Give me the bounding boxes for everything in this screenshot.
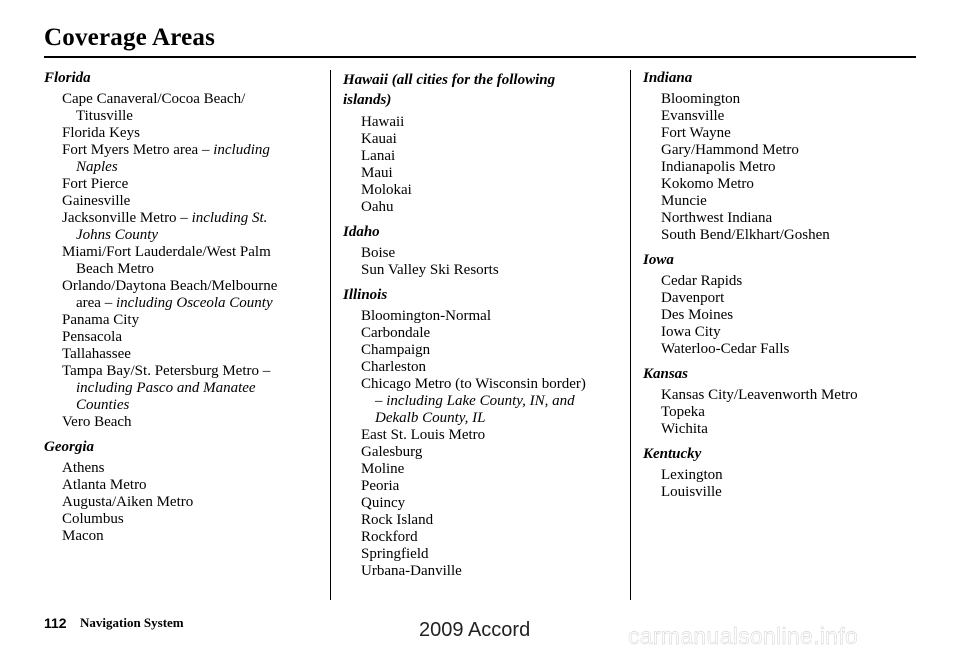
list-item: Moline bbox=[361, 461, 405, 477]
list-item: Bloomington-Normal bbox=[361, 308, 491, 324]
list-item: Cedar Rapids bbox=[661, 273, 743, 289]
section-label: Navigation System bbox=[80, 615, 184, 630]
list-item: South Bend/Elkhart/Goshen bbox=[661, 227, 830, 243]
state-heading-hawaii: Hawaii (all cities for the following islands) bbox=[343, 72, 556, 108]
list-item: Macon bbox=[62, 528, 104, 544]
list-item: Kauai bbox=[361, 131, 397, 147]
list-item: Chicago Metro (to Wisconsin border) – including Lake County, IN, and Dekalb County, IL bbox=[361, 376, 586, 426]
list-item: Wichita bbox=[661, 421, 708, 437]
watermark-model: 2009 Accord bbox=[419, 619, 531, 641]
list-item: Iowa City bbox=[661, 324, 721, 340]
list-item: Hawaii bbox=[361, 114, 405, 130]
page-title: Coverage Areas bbox=[44, 24, 216, 51]
list-item: Miami/Fort Lauderdale/West Palm Beach Metro bbox=[62, 244, 271, 277]
list-item: Gary/Hammond Metro bbox=[661, 142, 799, 158]
list-item: Jacksonville Metro – including St. Johns County bbox=[62, 210, 268, 243]
list-item: Bloomington bbox=[661, 91, 741, 107]
list-item: East St. Louis Metro bbox=[361, 427, 486, 443]
list-item: Charleston bbox=[361, 359, 426, 375]
title-rule bbox=[44, 56, 916, 58]
list-item: Quincy bbox=[361, 495, 406, 511]
list-item: Rock Island bbox=[361, 512, 434, 528]
page-number: 112 bbox=[44, 615, 67, 631]
list-item: Springfield bbox=[361, 546, 429, 562]
list-item: Louisville bbox=[661, 484, 722, 500]
list-item: Panama City bbox=[62, 312, 140, 328]
list-item: Peoria bbox=[361, 478, 400, 494]
column-2 bbox=[343, 70, 628, 580]
list-item: Muncie bbox=[661, 193, 707, 209]
column-divider bbox=[330, 70, 331, 600]
list-item: Des Moines bbox=[661, 307, 734, 323]
list-item: Augusta/Aiken Metro bbox=[62, 494, 194, 510]
state-heading-georgia: Georgia bbox=[44, 439, 94, 455]
list-item: Boise bbox=[361, 245, 396, 261]
list-item: Athens bbox=[62, 460, 105, 476]
state-heading-idaho: Idaho bbox=[343, 224, 380, 240]
list-item: Fort Wayne bbox=[661, 125, 731, 141]
column-1 bbox=[44, 70, 329, 545]
state-heading-kansas: Kansas bbox=[643, 366, 689, 382]
list-item: Lexington bbox=[661, 467, 723, 483]
list-item: Fort Myers Metro area – including Naples bbox=[62, 142, 270, 175]
list-item: Vero Beach bbox=[62, 414, 132, 430]
list-item: Pensacola bbox=[62, 329, 122, 345]
list-item: Urbana-Danville bbox=[361, 563, 462, 579]
list-item: Waterloo-Cedar Falls bbox=[661, 341, 790, 357]
state-heading-iowa: Iowa bbox=[643, 252, 674, 268]
list-item: Cape Canaveral/Cocoa Beach/ Titusville bbox=[62, 91, 246, 124]
list-item: Northwest Indiana bbox=[661, 210, 773, 226]
list-item: Champaign bbox=[361, 342, 431, 358]
list-item: Gainesville bbox=[62, 193, 131, 209]
list-item: Maui bbox=[361, 165, 393, 181]
list-item: Atlanta Metro bbox=[62, 477, 147, 493]
list-item: Sun Valley Ski Resorts bbox=[361, 262, 499, 278]
list-item: Evansville bbox=[661, 108, 725, 124]
list-item: Davenport bbox=[661, 290, 725, 306]
list-item: Indianapolis Metro bbox=[661, 159, 776, 175]
list-item: Tampa Bay/St. Petersburg Metro – including Pasco and Manatee Counties bbox=[62, 363, 271, 413]
list-item: Oahu bbox=[361, 199, 394, 215]
column-divider bbox=[630, 70, 631, 600]
column-3 bbox=[643, 70, 928, 501]
list-item: Columbus bbox=[62, 511, 124, 527]
list-item: Fort Pierce bbox=[62, 176, 129, 192]
list-item: Orlando/Daytona Beach/Melbourne area – including Osceola County bbox=[62, 278, 278, 311]
list-item: Lanai bbox=[361, 148, 396, 164]
state-heading-indiana: Indiana bbox=[643, 70, 693, 86]
list-item: Topeka bbox=[661, 404, 705, 420]
watermark-site: carmanualsonline.info bbox=[628, 623, 859, 649]
list-item: Tallahassee bbox=[62, 346, 131, 362]
list-item: Carbondale bbox=[361, 325, 431, 341]
list-item: Molokai bbox=[361, 182, 412, 198]
list-item: Kokomo Metro bbox=[661, 176, 754, 192]
list-item: Florida Keys bbox=[62, 125, 140, 141]
list-item: Galesburg bbox=[361, 444, 423, 460]
list-item: Kansas City/Leavenworth Metro bbox=[661, 387, 858, 403]
state-heading-florida: Florida bbox=[44, 70, 91, 86]
state-heading-illinois: Illinois bbox=[343, 287, 388, 303]
state-heading-kentucky: Kentucky bbox=[643, 446, 702, 462]
list-item: Rockford bbox=[361, 529, 418, 545]
